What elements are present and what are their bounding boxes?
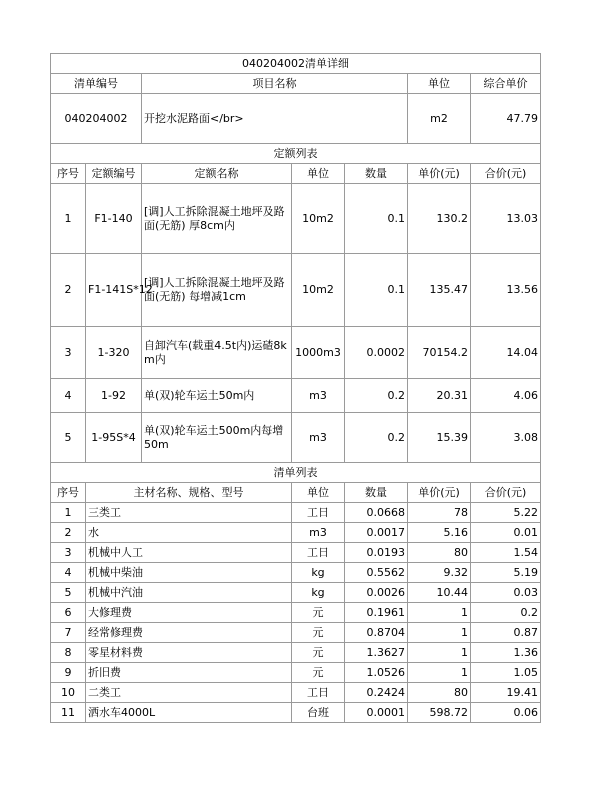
quota-header-name: 定额名称 (142, 164, 292, 184)
materials-section-title: 清单列表 (51, 463, 541, 483)
quota-code: F1-141S*12 (86, 254, 142, 327)
material-unit: 元 (292, 603, 345, 623)
material-qty: 0.8704 (345, 623, 408, 643)
material-total: 5.22 (471, 503, 541, 523)
bill-unit: m2 (408, 94, 471, 144)
bill-name: 开挖水泥路面</br> (142, 94, 408, 144)
quota-name: 单(双)轮车运土50m内 (142, 379, 292, 413)
quota-total: 3.08 (471, 413, 541, 463)
quota-row (51, 413, 541, 463)
quota-qty: 0.0002 (345, 327, 408, 379)
material-unit: kg (292, 563, 345, 583)
material-row (51, 543, 541, 563)
quota-code: 1-95S*4 (86, 413, 142, 463)
materials-header-unit-price: 单价(元) (408, 483, 471, 503)
quota-header-total: 合价(元) (471, 164, 541, 184)
material-unit: 台班 (292, 703, 345, 723)
quota-name: 单(双)轮车运土500m内每增50m (142, 413, 292, 463)
quota-code: 1-320 (86, 327, 142, 379)
bill-header-row (51, 74, 541, 94)
material-row (51, 523, 541, 543)
material-unit-price: 80 (408, 683, 471, 703)
material-unit: kg (292, 583, 345, 603)
material-unit: 工日 (292, 543, 345, 563)
header-bill-code: 清单编号 (51, 74, 142, 94)
material-unit-price: 10.44 (408, 583, 471, 603)
material-row (51, 703, 541, 723)
material-no: 11 (51, 703, 86, 723)
material-unit: 元 (292, 663, 345, 683)
material-qty: 0.0668 (345, 503, 408, 523)
quota-unit: m3 (292, 379, 345, 413)
material-unit: m3 (292, 523, 345, 543)
quota-unit-price: 135.47 (408, 254, 471, 327)
quota-code: F1-140 (86, 184, 142, 254)
quota-no: 4 (51, 379, 86, 413)
quota-code: 1-92 (86, 379, 142, 413)
material-unit: 元 (292, 643, 345, 663)
quota-unit-price: 20.31 (408, 379, 471, 413)
header-composite-price: 综合单价 (471, 74, 541, 94)
quota-no: 1 (51, 184, 86, 254)
material-no: 9 (51, 663, 86, 683)
material-total: 0.06 (471, 703, 541, 723)
material-name: 洒水车4000L (86, 703, 292, 723)
material-no: 6 (51, 603, 86, 623)
material-no: 2 (51, 523, 86, 543)
header-unit: 单位 (408, 74, 471, 94)
quota-row (51, 184, 541, 254)
material-unit-price: 9.32 (408, 563, 471, 583)
material-row (51, 563, 541, 583)
material-total: 0.87 (471, 623, 541, 643)
material-row (51, 643, 541, 663)
bill-code: 040204002 (51, 94, 142, 144)
material-total: 0.2 (471, 603, 541, 623)
material-name: 零星材料费 (86, 643, 292, 663)
material-total: 1.05 (471, 663, 541, 683)
materials-header-total: 合价(元) (471, 483, 541, 503)
material-unit-price: 80 (408, 543, 471, 563)
header-item-name: 项目名称 (142, 74, 408, 94)
material-unit-price: 1 (408, 643, 471, 663)
material-no: 4 (51, 563, 86, 583)
material-total: 1.36 (471, 643, 541, 663)
quota-header-row (51, 164, 541, 184)
material-name: 折旧费 (86, 663, 292, 683)
material-qty: 0.2424 (345, 683, 408, 703)
material-qty: 0.0193 (345, 543, 408, 563)
material-name: 大修理费 (86, 603, 292, 623)
material-name: 三类工 (86, 503, 292, 523)
quota-qty: 0.1 (345, 184, 408, 254)
materials-header-row (51, 483, 541, 503)
quota-total: 13.56 (471, 254, 541, 327)
quota-header-unit: 单位 (292, 164, 345, 184)
material-qty: 1.0526 (345, 663, 408, 683)
quota-row (51, 379, 541, 413)
materials-header-name: 主材名称、规格、型号 (86, 483, 292, 503)
quota-total: 4.06 (471, 379, 541, 413)
material-row (51, 583, 541, 603)
material-unit-price: 598.72 (408, 703, 471, 723)
quota-qty: 0.2 (345, 413, 408, 463)
quota-header-qty: 数量 (345, 164, 408, 184)
material-qty: 0.0026 (345, 583, 408, 603)
quota-name: [调]人工拆除混凝土地坪及路面(无筋) 每增减1cm (142, 254, 292, 327)
quota-header-no: 序号 (51, 164, 86, 184)
quota-unit: 10m2 (292, 254, 345, 327)
material-name: 机械中人工 (86, 543, 292, 563)
quota-unit: m3 (292, 413, 345, 463)
quota-row (51, 327, 541, 379)
quota-section-title: 定额列表 (51, 144, 541, 164)
material-name: 机械中汽油 (86, 583, 292, 603)
material-name: 水 (86, 523, 292, 543)
quota-header-code: 定额编号 (86, 164, 142, 184)
bill-price: 47.79 (471, 94, 541, 144)
material-no: 5 (51, 583, 86, 603)
material-unit-price: 5.16 (408, 523, 471, 543)
quota-no: 2 (51, 254, 86, 327)
quota-total: 13.03 (471, 184, 541, 254)
quota-no: 5 (51, 413, 86, 463)
quota-qty: 0.2 (345, 379, 408, 413)
material-total: 0.03 (471, 583, 541, 603)
material-total: 1.54 (471, 543, 541, 563)
material-no: 3 (51, 543, 86, 563)
material-row (51, 623, 541, 643)
material-row (51, 663, 541, 683)
material-unit-price: 1 (408, 623, 471, 643)
quota-unit-price: 15.39 (408, 413, 471, 463)
quota-name: [调]人工拆除混凝土地坪及路面(无筋) 厚8cm内 (142, 184, 292, 254)
bill-row (51, 94, 541, 144)
material-qty: 0.0001 (345, 703, 408, 723)
quota-no: 3 (51, 327, 86, 379)
material-unit-price: 1 (408, 603, 471, 623)
material-qty: 1.3627 (345, 643, 408, 663)
quota-qty: 0.1 (345, 254, 408, 327)
material-row (51, 603, 541, 623)
material-no: 8 (51, 643, 86, 663)
material-total: 5.19 (471, 563, 541, 583)
quota-total: 14.04 (471, 327, 541, 379)
material-unit: 工日 (292, 503, 345, 523)
materials-header-qty: 数量 (345, 483, 408, 503)
material-unit: 工日 (292, 683, 345, 703)
quota-unit-price: 70154.2 (408, 327, 471, 379)
quota-unit-price: 130.2 (408, 184, 471, 254)
material-no: 7 (51, 623, 86, 643)
material-row (51, 683, 541, 703)
bill-detail-table (50, 53, 541, 723)
quota-row (51, 254, 541, 327)
quota-unit: 10m2 (292, 184, 345, 254)
material-unit-price: 78 (408, 503, 471, 523)
material-qty: 0.1961 (345, 603, 408, 623)
material-name: 机械中柴油 (86, 563, 292, 583)
material-unit-price: 1 (408, 663, 471, 683)
material-no: 1 (51, 503, 86, 523)
material-total: 19.41 (471, 683, 541, 703)
quota-unit: 1000m3 (292, 327, 345, 379)
page-title: 040204002清单详细 (51, 54, 541, 74)
material-total: 0.01 (471, 523, 541, 543)
material-qty: 0.0017 (345, 523, 408, 543)
quota-name: 自卸汽车(载重4.5t内)运碴8km内 (142, 327, 292, 379)
quota-header-unit-price: 单价(元) (408, 164, 471, 184)
material-no: 10 (51, 683, 86, 703)
material-row (51, 503, 541, 523)
material-unit: 元 (292, 623, 345, 643)
material-qty: 0.5562 (345, 563, 408, 583)
materials-header-no: 序号 (51, 483, 86, 503)
material-name: 经常修理费 (86, 623, 292, 643)
material-name: 二类工 (86, 683, 292, 703)
materials-header-unit: 单位 (292, 483, 345, 503)
